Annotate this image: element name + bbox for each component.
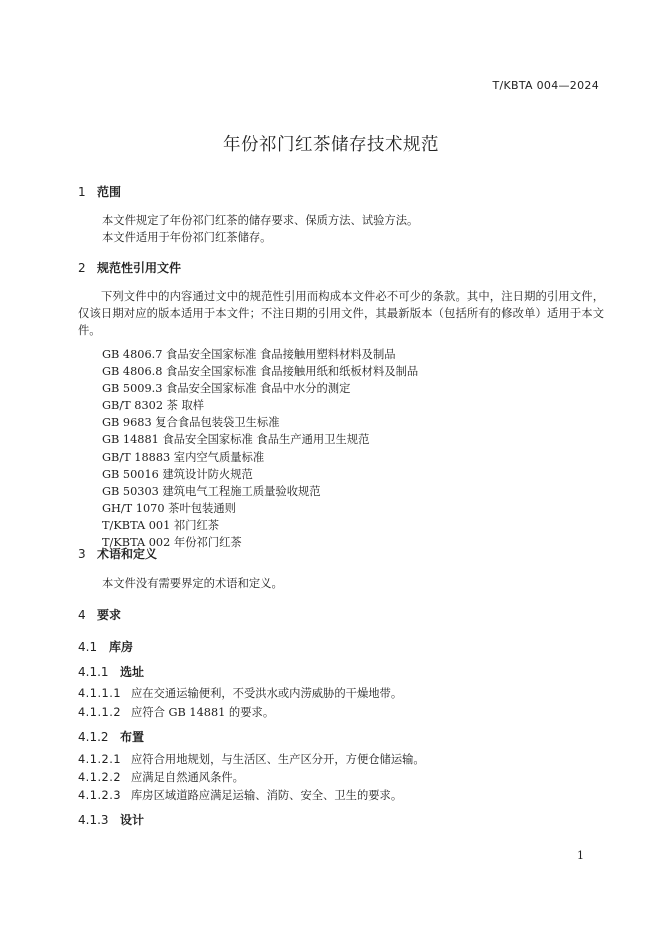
reference-item: GH/T 1070 茶叶包装通则	[102, 501, 236, 515]
clause-number: 4.1.3	[78, 813, 109, 827]
section-1-paragraph-2: 本文件适用于年份祁门红茶储存。	[102, 231, 272, 244]
section-2-intro: 下列文件中的内容通过文中的规范性引用而构成本文件必不可少的条款。其中，注日期的引用文件，仅该日期对应的版本适用于本文件；不注日期的引用文件，其最新版本（包括所有的修改单）适用于本文件。	[78, 290, 604, 337]
clause-4-1-3-heading	[78, 811, 144, 828]
section-3-text: 本文件没有需要界定的术语和定义。	[102, 577, 283, 590]
reference-item: GB/T 8302 茶 取样	[102, 399, 205, 413]
clause-text: 库房区域道路应满足运输、消防、安全、卫生的要求。	[131, 789, 403, 802]
section-title: 术语和定义	[97, 547, 158, 561]
reference-item: GB 9683 复合食品包装袋卫生标准	[102, 416, 280, 430]
reference-item: T/KBTA 001 祁门红茶	[102, 518, 220, 532]
clause-number: 4.1.2.3	[78, 789, 122, 802]
reference-item: T/KBTA 002 年份祁门红茶	[102, 536, 242, 550]
section-number: 3	[78, 547, 86, 561]
clause-text: 应在交通运输便利，不受洪水或内涝威胁的干燥地带。	[131, 687, 403, 700]
clause-4-1-1-2	[78, 704, 274, 720]
section-number: 2	[78, 261, 86, 275]
section-title: 范围	[97, 185, 122, 199]
clause-text: 应满足自然通风条件。	[131, 771, 244, 784]
clause-text: 应符合 GB 14881 的要求。	[131, 706, 275, 719]
section-1-paragraph-1: 本文件规定了年份祁门红茶的储存要求、保质方法、试验方法。	[102, 214, 419, 227]
clause-number: 4.1.2.2	[78, 771, 122, 784]
page-number: 1	[577, 849, 584, 862]
reference-item: GB 50016 建筑设计防火规范	[102, 467, 253, 481]
clause-number: 4.1.1	[78, 665, 109, 679]
clause-4-1-2-1	[78, 751, 425, 767]
clause-4-1-2-heading	[78, 728, 144, 745]
clause-title: 选址	[120, 665, 145, 679]
clause-4-1-2-3	[78, 787, 402, 803]
clause-4-1-heading	[78, 638, 133, 655]
section-title: 规范性引用文件	[97, 261, 182, 275]
clause-number: 4.1	[78, 640, 98, 654]
clause-text: 应符合用地规划，与生活区、生产区分开，方便仓储运输。	[131, 753, 425, 766]
section-3-heading	[78, 545, 157, 562]
standard-code: T/KBTA 004—2024	[492, 79, 599, 92]
normative-references-list	[102, 346, 418, 551]
reference-item: GB 4806.8 食品安全国家标准 食品接触用纸和纸板材料及制品	[102, 365, 419, 379]
clause-number: 4.1.2	[78, 730, 109, 744]
reference-item: GB 50303 建筑电气工程施工质量验收规范	[102, 484, 321, 498]
reference-item: GB 5009.3 食品安全国家标准 食品中水分的测定	[102, 382, 351, 396]
section-number: 4	[78, 608, 86, 622]
clause-title: 布置	[120, 730, 145, 744]
clause-number: 4.1.1.2	[78, 706, 122, 719]
clause-number: 4.1.1.1	[78, 687, 122, 700]
clause-4-1-1-heading	[78, 663, 144, 680]
section-number: 1	[78, 185, 86, 199]
clause-4-1-2-2	[78, 769, 244, 785]
document-title: 年份祁门红茶储存技术规范	[223, 135, 439, 155]
reference-item: GB 14881 食品安全国家标准 食品生产通用卫生规范	[102, 433, 370, 447]
section-2-heading	[78, 259, 181, 276]
reference-item: GB 4806.7 食品安全国家标准 食品接触用塑料材料及制品	[102, 348, 396, 361]
clause-title: 设计	[120, 813, 145, 827]
clause-title: 库房	[109, 640, 134, 654]
section-1-heading	[78, 183, 121, 200]
section-4-heading	[78, 606, 121, 623]
reference-item: GB/T 18883 室内空气质量标准	[102, 450, 265, 464]
clause-4-1-1-1	[78, 685, 402, 701]
clause-number: 4.1.2.1	[78, 753, 122, 766]
section-title: 要求	[97, 608, 122, 622]
